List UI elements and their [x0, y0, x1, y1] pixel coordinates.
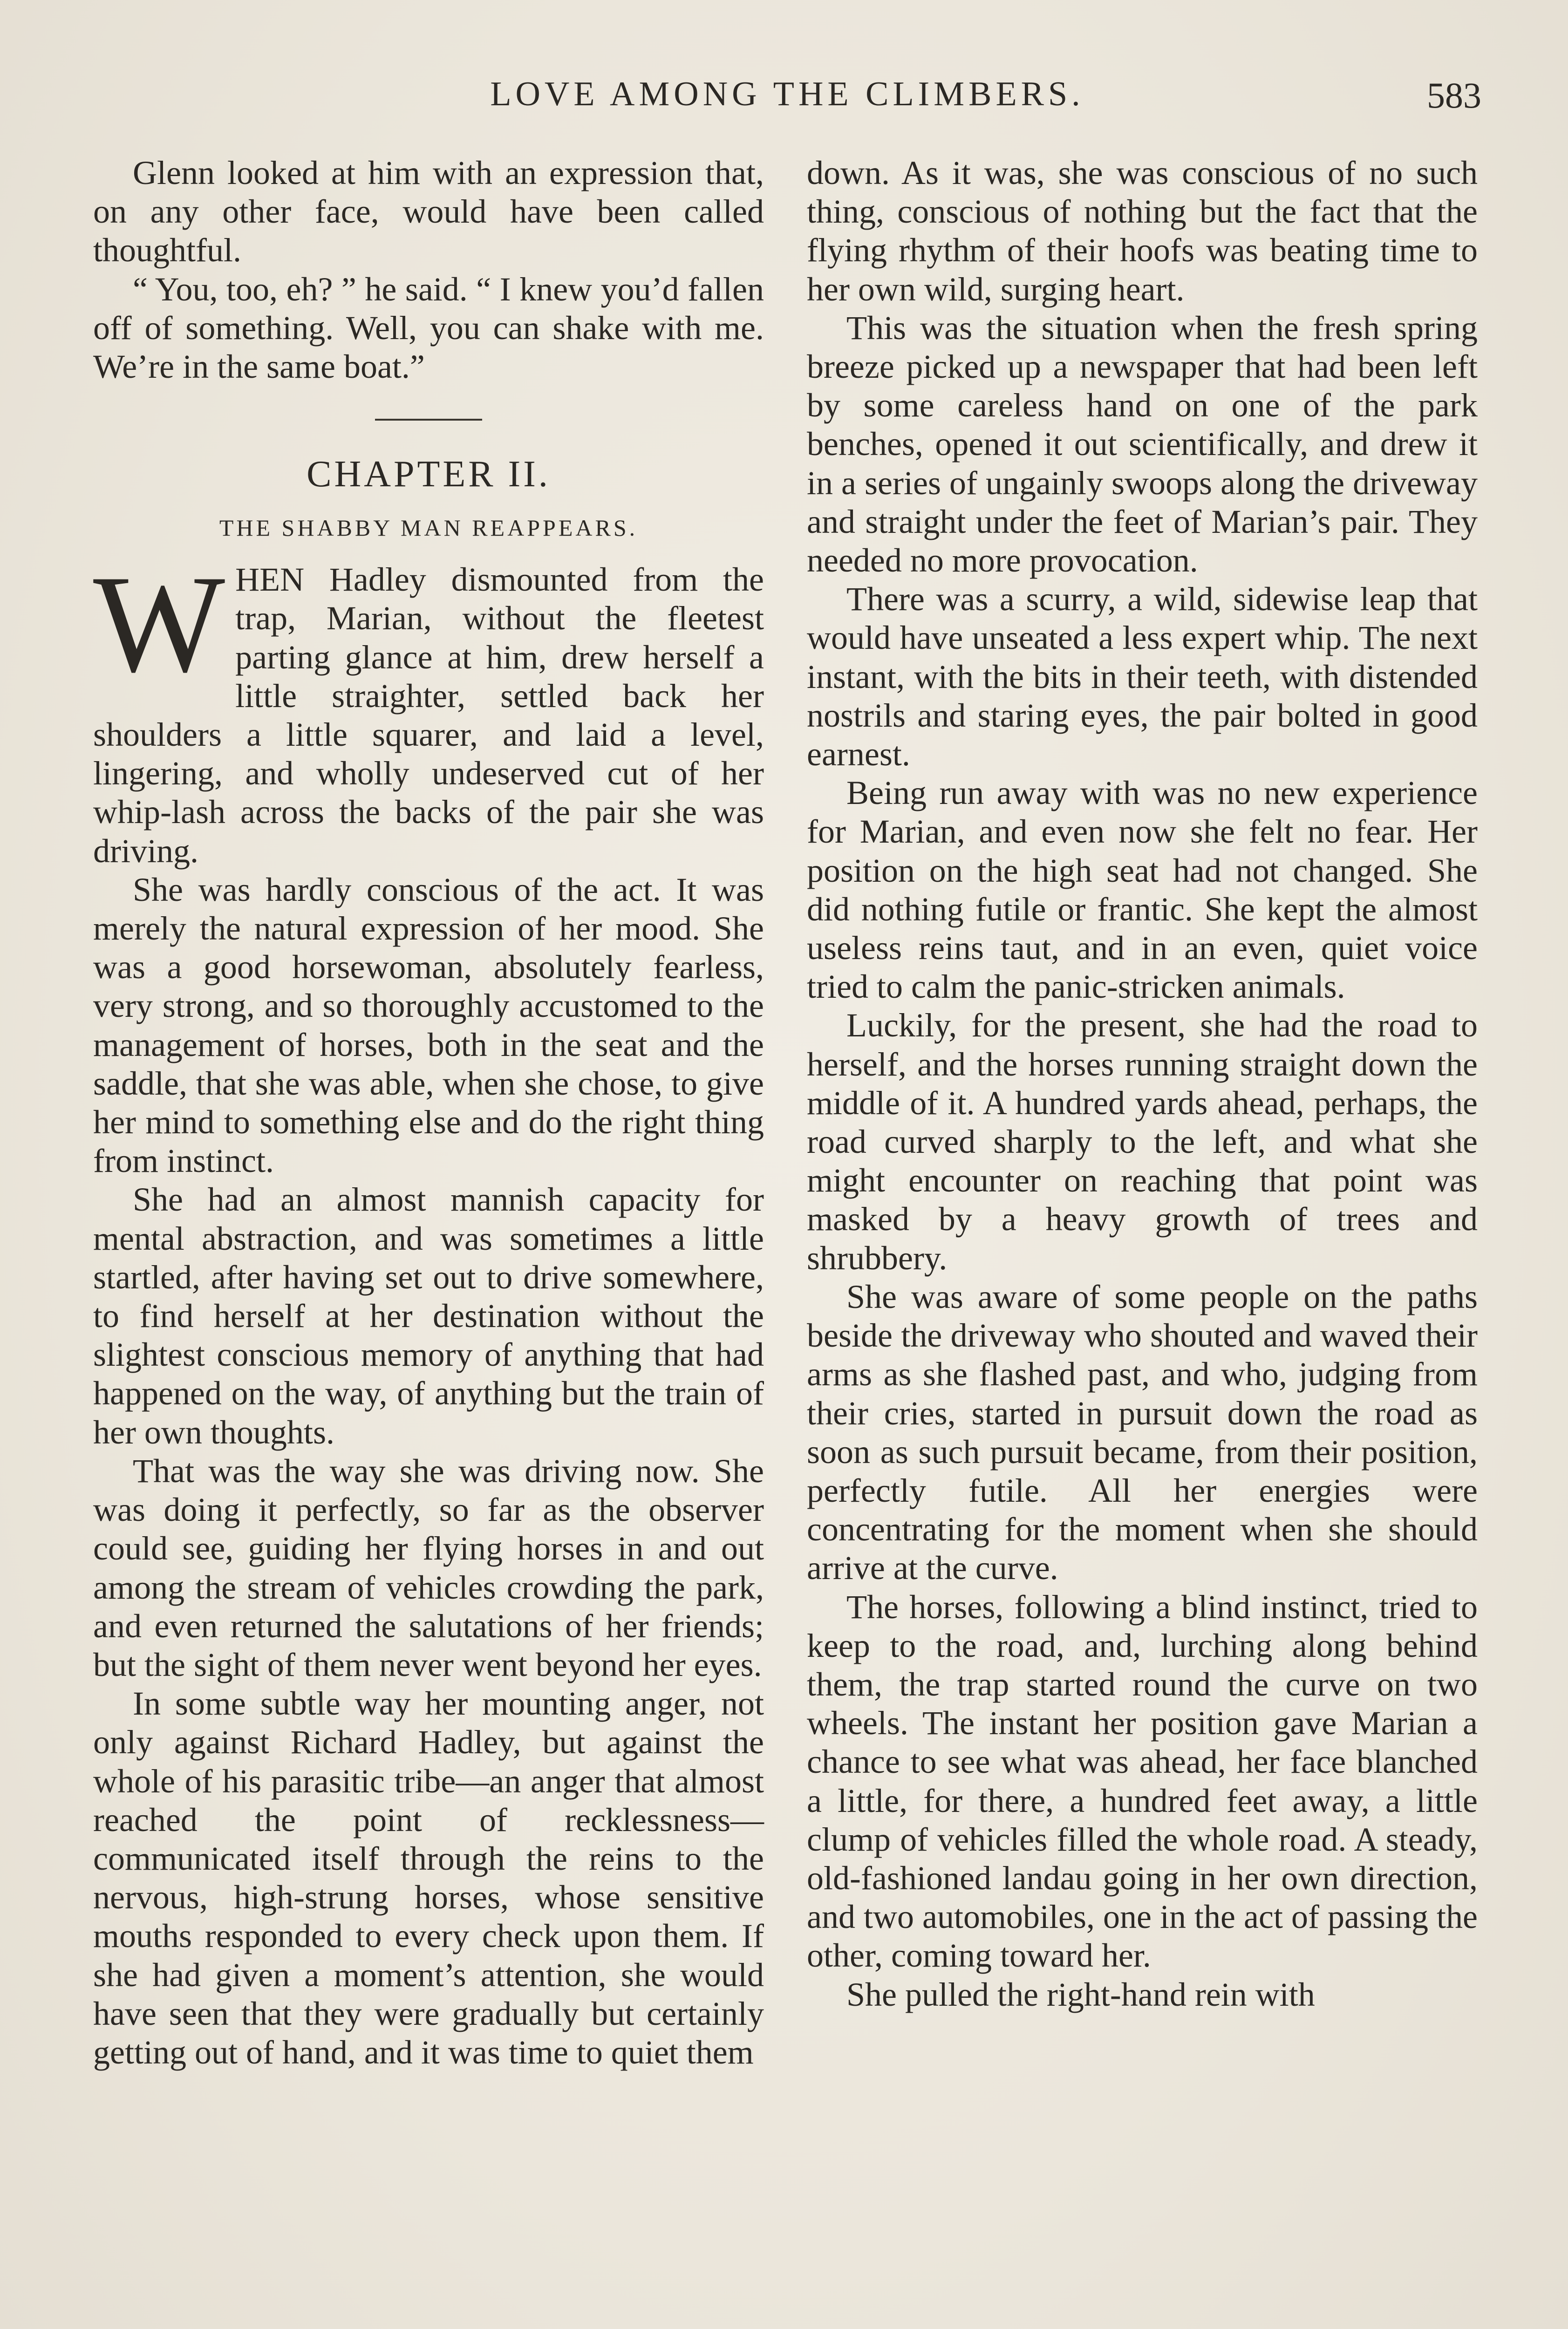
paragraph: She was hardly conscious of the act. It was merely the natural expression of her mood. She was a good horsewoman, absolutely fearless, very strong, and so thoroughly accustomed to the management of horses, both in the seat and the saddle, that she was able, when she chose, to give her mind to something else and do the right thing from instinct.	[93, 871, 764, 1180]
chapter-subtitle: THE SHABBY MAN REAPPEARS.	[219, 515, 638, 541]
paragraph: Being run away with was no new experience for Marian, and even now she felt no fear. Her position on the high seat had not changed. She did nothing futile or frantic. She kept the almost useless reins taut, and in an even, quiet voice tried to calm the panic-stricken animals.	[807, 774, 1478, 1006]
paragraph: Glenn looked at him with an expression that, on any other face, would have been called thoughtful.	[93, 154, 764, 269]
paragraph: There was a scurry, a wild, sidewise leap that would have unseated a less expert whip. The next instant, with the bits in their teeth, with distended nostrils and staring eyes, the pair bolted in good earnest.	[807, 580, 1478, 773]
right-column	[807, 154, 1478, 2014]
opening-paragraph-text: HEN Hadley dismounted from the trap, Marian, without the fleetest parting glance at him, drew herself a little straighter, settled back her shoulders a little squarer, and laid a level, lingering, and wholly undeserved cut of her whip-lash across the backs of the pair she was driving.	[93, 561, 764, 870]
paragraph: down. As it was, she was conscious of no such thing, conscious of nothing but the fact that the flying rhythm of their hoofs was beating time to her own wild, surging heart.	[807, 154, 1478, 308]
running-title: LOVE AMONG THE CLIMBERS.	[490, 75, 1084, 113]
drop-cap: W	[93, 546, 225, 701]
page-header	[93, 70, 1481, 126]
paragraph: She was aware of some people on the paths beside the driveway who shouted and waved their arms as she flashed past, and who, judging from their cries, started in pursuit down the road as soon as such pursuit became, from their position, perfectly futile. All her energies were concentrating for the moment when she should arrive at the curve.	[807, 1278, 1478, 1587]
opening-paragraph	[93, 546, 764, 871]
paragraph: She had an almost mannish capacity for mental abstraction, and was sometimes a little startled, after having set out to drive somewhere, to find herself at her destination without the slightest conscious memory of anything that had happened on the way, of anything but the train of her own thoughts.	[93, 1181, 764, 1451]
paragraph: She pulled the right-hand rein with	[846, 1975, 1315, 2013]
paragraph: The horses, following a blind instinct, tried to keep to the road, and, lurching along behind them, the trap started round the curve on two wheels. The instant her position gave Marian a chance to see what was ahead, her face blanched a little, for there, a hundred feet away, a little clump of vehicles filled the whole road. A steady, old-fashioned landau going in her own direction, and two automobiles, one in the act of passing the other, coming toward her.	[807, 1588, 1478, 1975]
page-number: 583	[1427, 75, 1481, 116]
section-divider	[375, 419, 482, 421]
left-column	[93, 154, 764, 2072]
paragraph: Luckily, for the present, she had the road to herself, and the horses running straight down the middle of it. A hundred yards ahead, perhaps, the road curved sharply to the left, and what she might encounter on reaching that point was masked by a heavy growth of trees and shrubbery.	[807, 1007, 1478, 1277]
paragraph: This was the situation when the fresh spring breeze picked up a newspaper that had been left by some careless hand on one of the park benches, opened it out scientifically, and drew it in a series of ungainly swoops along the driveway and straight under the feet of Marian’s pair. They needed no more provocation.	[807, 309, 1478, 579]
chapter-heading: CHAPTER II.	[307, 454, 551, 495]
paragraph: That was the way she was driving now. She was doing it perfectly, so far as the observer could see, guiding her flying horses in and out among the stream of vehicles crowding the park, and even returned the salutations of her friends; but the sight of them never went beyond her eyes.	[93, 1452, 764, 1683]
paragraph: “ You, too, eh? ” he said. “ I knew you’d fallen off of something. Well, you can shake with me. We’re in the same boat.”	[93, 270, 764, 386]
paragraph: In some subtle way her mounting anger, not only against Richard Hadley, but against the whole of his parasitic tribe—an anger that almost reached the point of recklessness—communicated itself through the reins to the nervous, high-strung horses, whose sensitive mouths responded to every check upon them. If she had given a moment’s attention, she would have seen that they were gradually but certainly getting out of hand, and it was time to quiet them	[93, 1685, 764, 2071]
